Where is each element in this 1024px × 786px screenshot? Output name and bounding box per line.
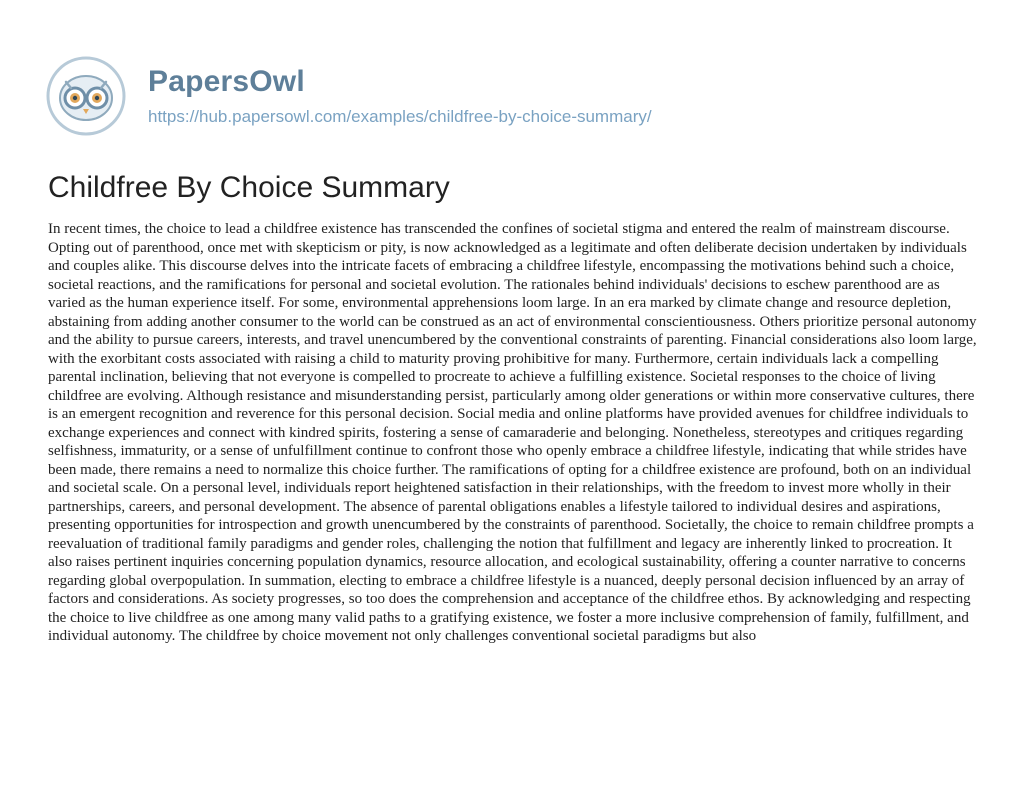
owl-logo-icon	[44, 54, 128, 138]
page-title: Childfree By Choice Summary	[48, 171, 450, 204]
article-body: In recent times, the choice to lead a childfree existence has transcended the confines of societal stigma and entered the realm of mainstream discourse. Opting out of parenthood, once met with skepticism or pity, is now acknowledged as a legitimate and often deliberate decision undertaken by individuals and couples alike. This discourse delves into the intricate facets of embracing a childfree lifestyle, encompassing the motivations behind such a choice, societal reactions, and the ramifications for personal and societal evolution. The rationales behind individuals' decisions to eschew parenthood are as varied as the human experience itself. For some, environmental apprehensions loom large. In an era marked by climate change and resource depletion, abstaining from adding another consumer to the world can be construed as an act of environmental conscientiousness. Others prioritize personal autonomy and the ability to pursue careers, interests, and travel unencumbered by the conventional constraints of parenting. Financial considerations also loom large, with the exorbitant costs associated with raising a child to maturity proving prohibitive for many. Furthermore, certain individuals lack a compelling parental inclination, believing that not everyone is compelled to procreate to achieve a fulfilling existence. Societal responses to the choice of living childfree are evolving. Although resistance and misunderstanding persist, particularly among older generations or within more conservative cultures, there is an emergent recognition and reverence for this personal decision. Social media and online platforms have provided avenues for childfree individuals to exchange experiences and connect with kindred spirits, fostering a sense of camaraderie and belonging. Nonetheless, stereotypes and critiques regarding selfishness, immaturity, or a sense of unfulfillment continue to confront those who openly embrace a childfree lifestyle, indicating that while strides have been made, there remains a need to normalize this choice further. The ramifications of opting for a childfree existence are profound, both on an individual and societal scale. On a personal level, individuals report heightened satisfaction in their relationships, with the freedom to invest more wholly in their partnerships, careers, and personal development. The absence of parental obligations enables a lifestyle tailored to individual desires and aspirations, presenting opportunities for introspection and growth unencumbered by the constraints of parenthood. Societally, the choice to remain childfree prompts a reevaluation of traditional family paradigms and gender roles, challenging the notion that fulfillment and legacy are inherently linked to procreation. It also raises pertinent inquiries concerning population dynamics, resource allocation, and ecological sustainability, offering a counter narrative to concerns regarding global overpopulation. In summation, electing to embrace a childfree lifestyle is a nuanced, deeply personal decision influenced by an array of factors and considerations. As society progresses, so too does the comprehension and acceptance of the childfree ethos. By acknowledging and respecting the choice to live childfree as one among many valid paths to a gratifying existence, we foster a more inclusive comprehension of family, fulfillment, and individual autonomy. The childfree by choice movement not only challenges conventional societal paradigms but also	[48, 221, 977, 644]
brand-block	[148, 64, 652, 128]
source-url-link[interactable]: https://hub.papersowl.com/examples/childfree-by-choice-summary/	[148, 107, 652, 126]
site-header	[48, 60, 652, 132]
brand-name: PapersOwl	[148, 65, 305, 98]
